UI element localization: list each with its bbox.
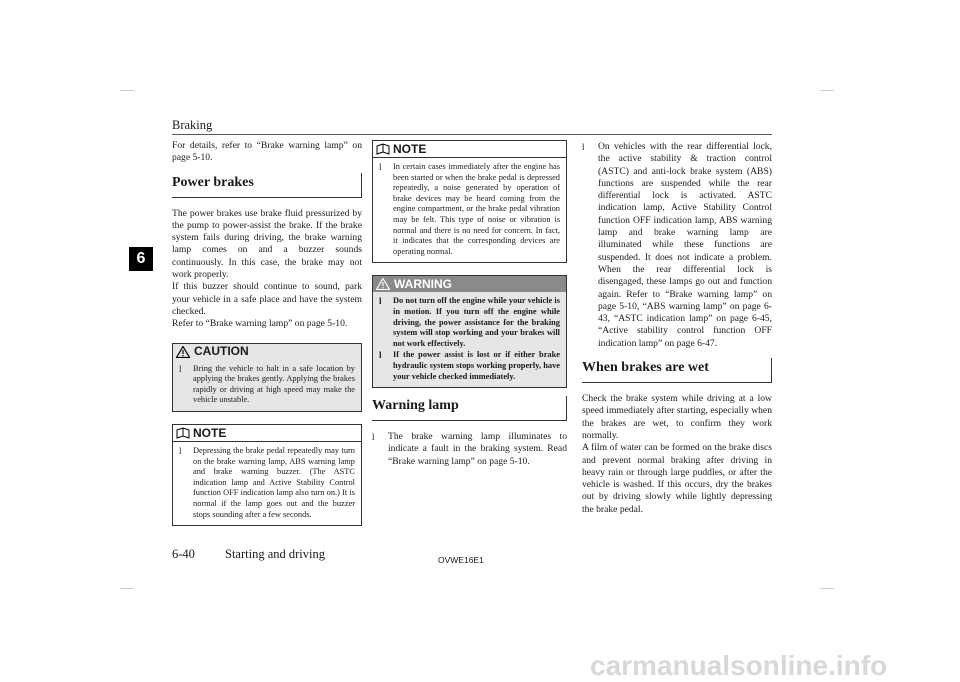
list-item	[379, 296, 560, 349]
footer-section-title: Starting and driving	[225, 547, 325, 561]
note-icon	[376, 143, 390, 155]
caution-body	[173, 360, 361, 411]
warning-body	[373, 292, 566, 387]
crop-mark	[120, 588, 134, 589]
bullet-icon: l	[379, 350, 382, 361]
column-2	[372, 140, 567, 469]
paragraph: Check the brake system while driving at a low speed immediately after starting, especially when the brakes are wet, to confirm they work normally.	[582, 393, 772, 441]
list-item	[372, 431, 567, 468]
warning-box	[372, 275, 567, 388]
crop-mark	[820, 90, 834, 91]
warning-label: WARNING	[394, 277, 452, 292]
crop-mark	[820, 588, 834, 589]
chapter-tab: 6	[129, 247, 153, 271]
list-item-text: Bring the vehicle to halt in a safe location by applying the brakes gently. Applying the brakes rapidly or driving at high speed may make the vehicle unstable.	[193, 363, 355, 405]
page-number: 6-40	[172, 547, 195, 561]
note-icon	[176, 427, 190, 439]
bullet-icon: l	[379, 162, 382, 172]
note-header	[373, 141, 566, 158]
document-code: OVWE16E1	[438, 555, 484, 565]
note-header	[173, 425, 361, 442]
list-item-text: Depressing the brake pedal repeatedly may turn on the brake warning lamp, ABS warning lamp and brake warning buzzer. (The ASTC indication lamp and Active Stability Control function OFF indication lamp also turn on.) It is normal if the lamp goes out and the buzzer stops sounding after a few seconds.	[193, 445, 355, 519]
caution-label: CAUTION	[194, 344, 249, 359]
bullet-icon: l	[379, 296, 382, 307]
bullet-icon: l	[179, 363, 182, 374]
note-box	[172, 424, 362, 526]
list-item	[379, 350, 560, 382]
list-item	[179, 364, 355, 406]
bullet-icon: l	[179, 445, 182, 456]
paragraph: If this buzzer should continue to sound, park your vehicle in a safe place and have the system checked.	[172, 281, 362, 317]
header-rule	[172, 134, 772, 135]
note-label: NOTE	[193, 425, 227, 440]
list-item	[179, 446, 355, 520]
section-heading-wet-brakes: When brakes are wet	[582, 358, 772, 383]
list-item-text: The brake warning lamp illuminates to indicate a fault in the braking system. Read “Brake warning lamp” on page 5-10.	[388, 431, 567, 467]
intro-text: For details, refer to “Brake warning lamp” on page 5-10.	[172, 140, 362, 164]
warning-triangle-icon	[176, 346, 190, 358]
note-box	[372, 140, 567, 263]
paragraph: The power brakes use brake fluid pressurized by the pump to power-assist the brake. If the brake system fails during driving, the brake warning lamp comes on and a buzzer sounds continuously. In this case, the brake may not work properly.	[172, 207, 362, 281]
caution-box	[172, 343, 362, 412]
section-heading-power-brakes: Power brakes	[172, 173, 362, 198]
running-header: Braking	[172, 118, 213, 132]
crop-mark	[120, 90, 134, 91]
watermark: carmanualsonline.info	[590, 650, 888, 681]
warning-header	[373, 276, 566, 292]
note-label: NOTE	[393, 141, 427, 156]
bullet-icon: l	[582, 142, 585, 152]
list-item	[582, 141, 772, 350]
section-heading-warning-lamp: Warning lamp	[372, 396, 567, 421]
warning-triangle-icon	[376, 278, 390, 290]
column-1	[172, 140, 362, 534]
column-3	[582, 140, 772, 516]
note-body	[173, 442, 361, 525]
list-item-text: If the power assist is lost or if either brake hydraulic system stops working properly, have your vehicle checked immediately.	[393, 350, 560, 381]
caution-header	[173, 344, 361, 360]
bullet-icon: l	[372, 432, 375, 443]
list-item	[379, 162, 560, 257]
list-item-text: On vehicles with the rear differential lock, the active stability & traction control (ASTC) and anti-lock brake system (ABS) functions are suspended while the rear differential lock is activated. ASTC indication lamp, Active Stability Control function OFF indication lamp, ABS warning lamp and brake warning lamp are illuminated while these functions are suspended. It does not indicate a problem. When the rear differential lock is disengaged, these lamps go out and function again. Refer to “Brake warning lamp” on page 5-10, “ABS warning lamp” on page 6-43, “ASTC indication lamp” on page 6-45, “Active stability control function OFF indication lamp” on page 6-47.	[598, 141, 772, 349]
paragraph: Refer to “Brake warning lamp” on page 5-10.	[172, 318, 348, 330]
paragraph: A film of water can be formed on the brake discs and prevent normal braking after driving in heavy rain or through large puddles, or after the vehicle is washed. If this occurs, dry the brakes out by driving slowly while lightly depressing the brake pedal.	[582, 442, 772, 515]
list-item-text: In certain cases immediately after the engine has been started or when the brake pedal is depressed repeatedly, a noise generated by operation of brake devices may be heard coming from the engine compartment, or the brake pedal vibration may be felt. This type of noise or vibration is normal and there is no need for concern. In fact, it indicates that the corresponding devices are operating normal.	[393, 162, 560, 256]
note-body	[373, 158, 566, 262]
list-item-text: Do not turn off the engine while your vehicle is in motion. If you turn off the engine while driving, the power assistance for the braking system will stop working and your brakes will not work effectively.	[393, 296, 560, 348]
